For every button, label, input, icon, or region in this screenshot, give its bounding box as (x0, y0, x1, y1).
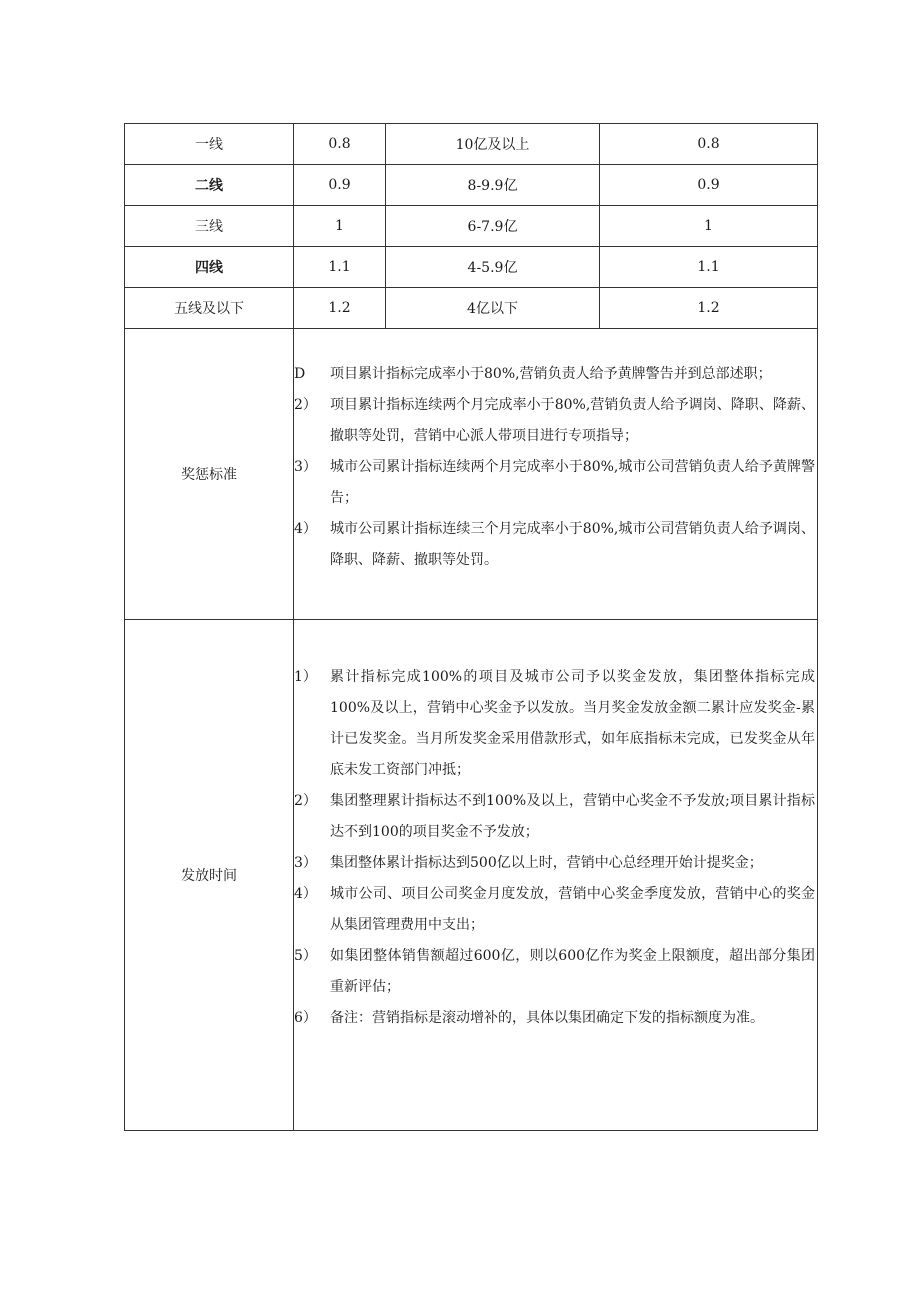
list-item (294, 1003, 815, 1034)
list-item (294, 786, 815, 848)
reward-section (125, 329, 818, 620)
list-item (294, 359, 815, 390)
list-item (294, 662, 815, 786)
item-text: 城市公司、项目公司奖金月度发放，营销中心奖金季度发放，营销中心的奖金从集团管理费用中支出； (330, 886, 815, 933)
list-item (294, 514, 815, 576)
coefficient-cell: 0.8 (600, 124, 818, 165)
table-row (125, 206, 818, 247)
list-item (294, 390, 815, 452)
range-cell: 8-9.9亿 (386, 165, 600, 206)
payout-content (294, 620, 818, 1131)
list-item (294, 848, 815, 879)
item-text: 集团整体累计指标达到500亿以上时，营销中心总经理开始计提奖金； (330, 855, 763, 871)
item-text: 备注：营销指标是滚动增补的，具体以集团确定下发的指标额度为准。 (330, 1010, 764, 1026)
coefficient-cell: 1.1 (600, 247, 818, 288)
coefficient-cell: 1.2 (294, 288, 386, 329)
item-number: 2） (294, 793, 317, 809)
coefficient-cell: 1.2 (600, 288, 818, 329)
table-row (125, 288, 818, 329)
item-text: 项目累计指标连续两个月完成率小于80%,营销负责人给予调岗、降职、降薪、撤职等处罚，营销中心派人带项目进行专项指导； (330, 397, 815, 444)
coefficient-cell: 1.1 (294, 247, 386, 288)
range-cell: 6-7.9亿 (386, 206, 600, 247)
payout-section (125, 620, 818, 1131)
table-row (125, 247, 818, 288)
item-text: 项目累计指标完成率小于80%,营销负责人给予黄牌警告并到总部述职； (330, 366, 772, 382)
coefficient-cell: 1 (294, 206, 386, 247)
item-text: 集团整理累计指标达不到100%及以上，营销中心奖金不予发放;项目累计指标达不到100的项目奖金不予发放； (330, 793, 815, 840)
item-number: 1） (294, 669, 317, 685)
range-cell: 10亿及以上 (386, 124, 600, 165)
coefficient-table (124, 123, 818, 1131)
range-cell: 4亿以下 (386, 288, 600, 329)
coefficient-cell: 1 (600, 206, 818, 247)
item-number: D (294, 366, 306, 382)
reward-content (294, 329, 818, 620)
coefficient-cell: 0.9 (600, 165, 818, 206)
reward-label: 奖惩标准 (125, 329, 294, 620)
item-number: 6） (294, 1010, 317, 1026)
range-cell: 4-5.9亿 (386, 247, 600, 288)
item-number: 4） (294, 886, 317, 902)
item-number: 2） (294, 397, 317, 413)
table-row (125, 165, 818, 206)
tier-cell: 三线 (125, 206, 294, 247)
item-text: 如集团整体销售额超过600亿，则以600亿作为奖金上限额度，超出部分集团重新评估； (330, 948, 815, 995)
item-number: 4） (294, 521, 317, 537)
list-item (294, 452, 815, 514)
tier-cell: 二线 (125, 165, 294, 206)
coefficient-cell: 0.9 (294, 165, 386, 206)
table-row (125, 124, 818, 165)
item-text: 城市公司累计指标连续两个月完成率小于80%,城市公司营销负责人给予黄牌警告； (330, 459, 815, 506)
item-number: 3） (294, 459, 317, 475)
item-text: 城市公司累计指标连续三个月完成率小于80%,城市公司营销负责人给予调岗、降职、降薪、撤职等处罚。 (330, 521, 815, 568)
tier-cell: 四线 (125, 247, 294, 288)
item-number: 3） (294, 855, 317, 871)
tier-cell: 一线 (125, 124, 294, 165)
tier-cell: 五线及以下 (125, 288, 294, 329)
payout-label: 发放时间 (125, 620, 294, 1131)
coefficient-cell: 0.8 (294, 124, 386, 165)
item-text: 累计指标完成100%的项目及城市公司予以奖金发放，集团整体指标完成100%及以上，营销中心奖金予以发放。当月奖金发放金额二累计应发奖金-累计已发奖金。当月所发奖金采用借款形式，如年底指标未完成，已发奖金从年底未发工资部门冲抵； (330, 669, 815, 778)
list-item (294, 879, 815, 941)
list-item (294, 941, 815, 1003)
item-number: 5） (294, 948, 317, 964)
